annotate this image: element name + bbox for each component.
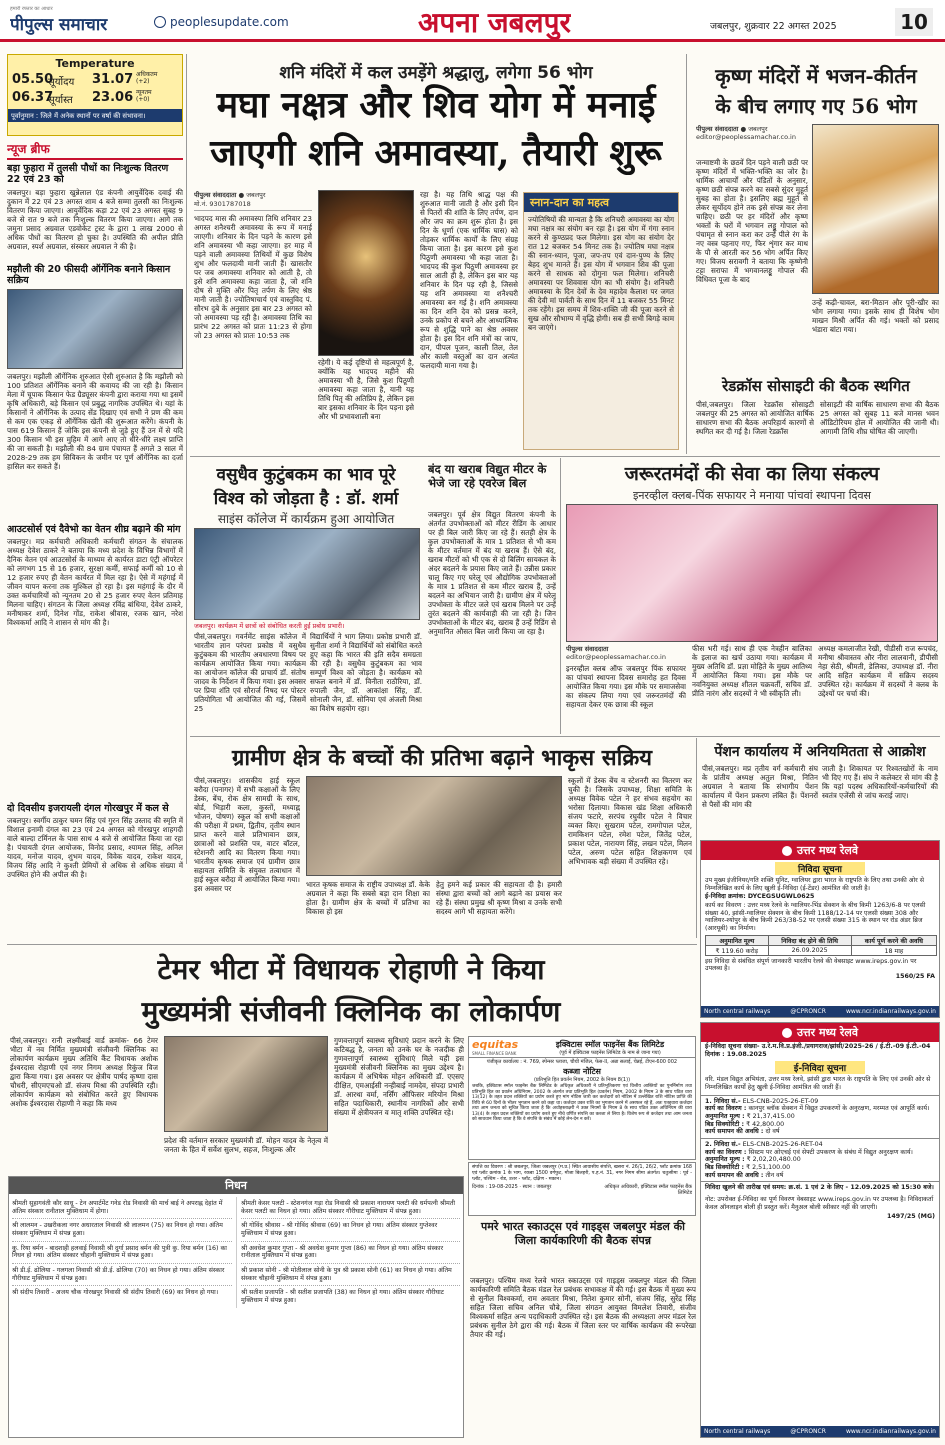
railway-2-social-bar	[701, 1426, 939, 1437]
obituary-6: श्रीमती केसर पलटी - स्टेशनगंज गड़ा रोड निवासी श्री प्रकाश नारायण पलटी की धर्मपत्नी श्रीमती केसर पलटी का निधन हो गया। अंतिम संस्कार गौरीघाट मुक्तिधाम में संपन्न हुआ।	[241, 1197, 460, 1219]
railway-1-footer: इस निविदा से संबंधित संपूर्ण जानकारी भारतीय रेलवे की वेबसाइट www.ireps.gov.in पर उपलब्ध है।	[705, 957, 917, 973]
shani-credit: पीपुल्स संवाददाता	[194, 191, 237, 199]
railway-2-banner-text: उत्तर मध्य रेलवे	[797, 1026, 858, 1039]
brief-title-2: मझौली की 20 फीसदी ऑर्गेनिक बनाने किसान सक्रिय	[7, 263, 171, 287]
sunset-label: सूर्यास्त	[48, 95, 73, 106]
obituary-5: श्री संदीप तिवारी - अजय चौक गोरखपुर निवासी श्री संदीप तिवारी (69) का निधन हो गया।	[12, 1289, 219, 1297]
brand-name: पीपुल्स समाचार	[10, 15, 108, 35]
redcross-headline: रेडक्रॉस सोसाइटी की बैठक स्थगित	[722, 377, 910, 395]
redcross-body-2: सोसाइटी की वार्षिक साधारण सभा की बैठक 25 अगस्त को सुबह 11 बजे मानस भवन ऑडिटोरियम होल में आयोजित की जानी थी। आगामी तिथि शीघ्र घोषित की जाएगी।	[820, 400, 939, 436]
railway-2-tender-1-work: कानपुर ब्लॉक सेक्शन में विद्युत उपकरणों के अनुरक्षण, मरम्मत एवं आपूर्ति कार्य।	[748, 1105, 930, 1113]
temar-clinic-photo	[164, 1036, 328, 1132]
nidhan-title: निधन	[9, 1177, 463, 1194]
equitas-place: स्थान : जबलपुर	[522, 1184, 552, 1191]
sunrise-label: सूर्योदय	[48, 77, 75, 88]
brief-title-3: आउटसोर्स एवं दैवेभो का वेतन शीघ्र बढ़ाने की मांग	[7, 523, 181, 535]
railway-2-handle: @CPRONCR	[790, 1428, 826, 1435]
gramin-caption: भारत कृषक समाज के राष्ट्रीय उपाध्यक्ष डॉ. केके अग्रवाल ने कहा कि सबसे बड़ा दान शिक्षा का होता है। ग्रामीण क्षेत्र के बच्चों में प्रतिभा का विकास हो इस	[306, 880, 430, 916]
railway-2-tender-2-no: ELS-CNB-2025-26-RET-04	[742, 1141, 823, 1149]
innerwheel-subhead: इनरव्हील क्लब-पिंक सफायर ने मनाया पांचवां स्थापना दिवस	[633, 489, 871, 502]
innerwheel-credit-box	[566, 644, 686, 661]
railway-1-social: North central railways	[704, 1008, 771, 1015]
brand-logo	[10, 6, 140, 36]
brand-tagline: हमारी रफ्तार का आधार	[10, 6, 53, 12]
shani-credit-city: जबलपुर	[246, 191, 266, 199]
vasudhaiva-subhead: साइंस कॉलेज में कार्यक्रम हुआ आयोजित	[217, 512, 395, 526]
krishna-temple-photo	[812, 124, 939, 294]
sunset-time: 06.37	[12, 90, 54, 105]
railway-1-intro: उप मुख्य इंजीनियर/गति शक्ति यूनिट, ग्वालियर द्वारा भारत के राष्ट्रपति के लिए तथा उनकी ओर से निम्नलिखित कार्य के लिए खुली ई-निविदा (ई-टेंडर) आमंत्रित की जाती है।	[705, 877, 924, 892]
vasudhaiva-headline-2: विश्व को जोड़ता है : डॉ. शर्मा	[213, 489, 399, 509]
shani-headline-1: मघा नक्षत्र और शिव योग में मनाई	[216, 84, 656, 126]
krishna-email: editor@peoplessamachar.co.in	[696, 133, 796, 141]
max-label: अधिकतम	[136, 71, 158, 78]
railway-1-close: 26.09.2025	[768, 945, 851, 955]
railway-2-notice: ई-निविदा सूचना	[775, 1061, 865, 1074]
brief-title-4: दो दिवसीय इजरायली दंगल गोरखपुर में कल से	[7, 802, 169, 814]
railway-1-notice: निविदा सूचना	[775, 862, 865, 875]
brief-body-4: जबलपुर। स्वर्गीय ठाकुर चमन सिंह एवं गुरन सिंह उस्ताद की स्मृति में विशाल इनामी दंगल का 23 एवं 24 अगस्त को गोरखपुर शाहगदी वाले बाल्दा टर्मिनल के पास साथ 4 बजे से आयोजित किया जा रहा है। पंचायती दंगल आयोजक, विनोद प्रसाद, श्यामल सिंह, अनिल यादव, मनोज यादव, शुभम यादव, विवेक यादव, राकेश यादव, विजय सिंह आदि ने कुश्ती प्रेमियों से अधिक से अधिक संख्या में उपस्थित होने की अपील की है।	[7, 816, 183, 880]
railway-2-social: North central railways	[704, 1428, 771, 1435]
min-delta: (+0)	[136, 95, 150, 103]
pension-body-1: पीसं,जबलपुर। मप्र तृतीय वर्ग कर्मचारी संघ के प्रांतीय अध्यक्ष अतुल मिश्रा, नितिन अग्रवाल ने बताया कि संभागीय पेंशन कार्यालय में पेंशन प्रकरण लंबित हैं। पेंशनरों से पैसों की मांग की	[702, 764, 818, 809]
railway-2-tender-1-emd: ₹ 42,800.00	[746, 1120, 785, 1128]
globe-icon	[154, 16, 166, 28]
equitas-address: पंजीकृत कार्यालय : नं. 769, स्पेन्सर प्लाजा, चौथी मंजिल, फेस-II, अन्ना सलाई, चेन्नई, टीएन-600 002	[486, 1059, 678, 1065]
shani-col-1-text: भादपद मास की अमावस्या तिथि शनिवार 23 अगस्त शनैश्चरी अमावस्या के रूप में मनाई जाएगी। शनिवार के दिन पड़ने के कारण इसे शनि अमावस्या भी कहा जाएगा। हर माह में पड़ने वाली अमावस्या तिथियों में कुछ विशेष शुभ और फलदायी मानी जाती हैं। खासतौर पर जब अमावस्या शनिवार को आती है, तो इसे शनि अमावस्या कहा जाता है, जो शनि दोष से मुक्ति और पितृ तर्पण के लिए श्रेष्ठ मानी जाती है। ज्योतिषाचार्य एवं वास्तुविद पं. सौरभ दुबे के अनुसार इस बार 23 अगस्त को जो अमावस्या पड़ रही है। अमावस्या तिथि का प्रारंभ 22 अगस्त को प्रातः 11:23 से होगा जो 23 अगस्त को प्रातः 10:53 तक	[194, 214, 312, 340]
equitas-subtitle: (पूर्व में इक्विटास फाइनेंस लिमिटेड के नाम से जाना गया)	[559, 1049, 661, 1056]
meter-body: जबलपुर। पूर्व क्षेत्र विद्युत वितरण कंपनी के अंतर्गत उपभोक्ताओं को मीटर रीडिंग के आधार पर ही बिल जारी किए जा रहे हैं। सतही क्षेत्र के कुल उपभोक्ताओं के मात्र 1 प्रतिशत से भी कम के मीटर वर्तमान में बंद या खराब हैं। ऐसे बंद, खराब मीटरों को भी एक से दो बिलिंग सायकल के अंदर बदलने के प्रयास किए जाते हैं। उन्नीस प्रकार चालू किए गए घरेलू एवं औद्योगिक उपभोक्ताओं के मात्र 1 प्रतिशत से कम मीटर खराब हैं, उन्हें बदलने का अभियान जारी है। ग्रामीण क्षेत्र में घरेलू उपभोक्ता के मीटर जले एवं खराब मिलने पर उन्हें तुरंत बदलने की कार्यवाही की जा रही है। जिन उपभोक्ताओं के मीटर बंद, खराब हैं उन्हें रिडिंग से अनुमानित औसत बिल जारी किया जा रहा है।	[428, 510, 556, 636]
innerwheel-email: editor@peoplessamachar.co.in	[566, 653, 666, 661]
railway-2-closing: निविदा खुलने की तारीख एवं समय: क्र.सं. 1 एवं 2 के लिए - 12.09.2025 को 15:30 बजे।	[701, 1181, 939, 1194]
shani-col-3: रहा है। यह तिथि श्राद्ध पक्ष की शुरुआत मानी जाती है और इसी दिन से पितरों की शांति के लिए तर्पण, दान और जप का क्रम शुरू होता है। इस दिन के धूर्णा (एक धार्मिक घास) को तोड़कर धार्मिक कार्यों के लिए संग्रह किया जाता है। इस कारण इसे कुश पिठूणी अमावस्या भी कहा जाता है। भादपद की कुश पिठूणी अमावस्या हर साल आती ही है, लेकिन इस बार यह शनिवार के दिन पड़ रही है, जिससे यह शनि अमावस्या या शनैश्चरी अमावस्या बन गई है। शनि अमावस्या का दिन शनि देव को प्रसन्न करने, उनके प्रकोप से बचने और आध्यात्मिक रूप से शुद्धि पाने का श्रेष्ठ अवसर होता है। इस दिन शनि मंत्रों का जाप, दान, पीपल पूजन, काली तिल, तेल और काली वस्तुओं का दान अत्यंत फलदायी माना गया है।	[420, 190, 518, 370]
railway-2-site: www.ncr.indianrailways.gov.in	[845, 1428, 936, 1435]
snan-daan-text: ज्योतिषियों की मान्यता है कि शनिचरी अमावस्या का योग मघा नक्षत्र का संयोग बन रहा है। इस योग में गंगा स्नान करने से कुण्ठप्रद फल मिलेगा। इस योग का संयोग देर रात 12 बजकर 54 मिनट तक है। ज्योतिष मघा नक्षत्र की स्नान-ध्यान, पूजा, जप-तप एवं दान-पुण्य के लिए बेहद शुभ मानते हैं। इस योग में भगवान शिव की पूजा करने से साधक को दोगुना फल मिलेगा। शनिचरी अमावस्या पर शिववास योग का भी संयोग है। शनिचरी अमावस्या के दिन देवों के देव महादेव कैलाश पर जगत की देवी मां पार्वती के साथ दिन में 11 बजकर 55 मिनट तक रहेंगे। इस समय में शिव-शक्ति जी की पूजा करने से सुख और सौभाग्य में वृद्धि होगी। सब ही सभी बिगड़े काम बन जाएंगे।	[528, 215, 674, 332]
railway-1-code: 1560/25 FA	[895, 973, 935, 981]
organic-farmers-photo	[7, 289, 183, 369]
redcross-body-1: पीसं,जबलपुर। जिला रेडक्रॉस सोसाइटी जबलपुर की 25 अगस्त को आयोजित वार्षिक साधारण सभा की बैठक अपरिहार्य कारणों से स्थगित कर दी गई है। जिला रेडक्रॉस	[696, 400, 814, 436]
sunrise-time: 05.50	[12, 72, 54, 87]
gramin-body-2: हेतु हमने कई प्रकार की सहायता दी है। हमारी संस्था द्वारा बच्चों को आगे बढ़ाने का प्रयास कर रहे हैं। संस्था प्रमुख श्री कृष्ण मिश्रा व उनके सभी सदस्य आगे भी सहायता करेंगे।	[436, 880, 562, 916]
railway-1-handle: @CPRONCR	[790, 1008, 826, 1015]
obituary-7: श्री गोविंद श्रीवास - श्री गोविंद श्रीवास (69) का निधन हो गया। अंतिम संस्कार गुप्तेश्वर मुक्तिधाम में संपन्न हुआ।	[241, 1219, 460, 1241]
krishna-headline-1: कृष्ण मंदिरों में भजन-कीर्तन	[715, 64, 917, 88]
meter-headline: बंद या खराब विद्युत मीटर के भेजे जा रहे एवरेज बिल	[428, 462, 547, 491]
railway-2-tender-1-period: दो वर्ष	[765, 1128, 780, 1136]
krishna-credit-box: पीपुल्स संवाददाता ● जबलपुर editor@peoplessamachar.co.in	[696, 124, 808, 154]
brief-body-3: जबलपुर। मप्र कर्मचारी अधिकारी कर्मचारी संगठन के संचालक अध्यक्ष देवेश ठाकरे ने बताया कि मध्य प्रदेश के विभिन्न विभागों में दैनिक वेतन एवं आउटसोर्स के माध्यम से कार्यरत डाटा एंट्री ऑपरेटर को लगभग 15 से 16 हजार, सुरक्षा कर्मी, सफाई कर्मी को 10 से 12 हजार रुपए ही वेतन कार्यरत में मिल रहा है। ऐसे में महंगाई में जीवन यापन करना तक मुश्किल हो रहा है। इस महंगाई के दौर में उक्त कर्मचारियों को न्यूनतम 20 से 25 हजार रुपए वेतन प्रतिमाह मिलना चाहिए। संगठन के जिला अध्यक्ष रविंद्र बांधिया, देवेश ठाकरे, मनीषाकर शर्मा, दिनेश गोंड, राकेश श्रीवास, रजक खान, नरेश विश्वकर्मा आदि ने शासन से मांग की है।	[7, 536, 183, 627]
railway-tender-ad-2	[700, 1022, 940, 1438]
temar-body-2: प्रदेश की वर्तमान सरकार मुख्यमंत्री डॉ. मोहन यादव के नेतृत्व में जनता के हित में सर्वेश सुलभ, सहज, निःशुल्क और	[164, 1136, 328, 1154]
railway-2-tender-1: 1. निविदा सं.- ELS-CNB-2025-26-ET-09 कार्य का विवरण : कानपुर ब्लॉक सेक्शन में विद्युत उपकरणों के अनुरक्षण, मरम्मत एवं आपूर्ति कार्य। अनुमानित मूल्य : ₹ 21,37,415.00 बिड सिक्योरिटी : ₹ 42,800.00 कार्य समापन की अवधि : दो वर्ष	[701, 1095, 939, 1138]
obituary-8: श्री अवधेश कुमार गुप्ता - श्री अवधेश कुमार गुप्ता (86) का निधन हो गया। अंतिम संस्कार रानीताल मुक्तिधाम में संपन्न हुआ।	[241, 1242, 460, 1264]
railway-2-tender-1-no: ELS-CNB-2025-26-ET-09	[742, 1097, 819, 1105]
brief-body-1: जबलपुर। बड़ा फुहारा खुन्नेलाल एंड कंपनी आयुर्वेदिक दवाई की दुकान में 22 एवं 23 अगस्त शाम 4 बजे सम्मा तुलसी का निःशुल्क वितरण किया जाएगा। आयुर्वेदिक कड़ा 22 एवं 23 अगस्त सुबह 9 बजे से रात 9 बजे तक निःशुल्क वितरण किया जाएगा। आगे तक जमुना प्रसाद अग्रवाल एडवोकेट ट्रस्ट के द्वारा 1 लाख 2000 से अधिक पौधों का वितरण हो चुका है। उपस्थिति की अपील प्रीति अग्रवाल, स्पर्श अग्रवाल, संस्कार अग्रवाल ने की है।	[7, 187, 183, 251]
railway-1-table	[705, 935, 937, 956]
vasudhaiva-body-1: पीसं,जबलपुर। गवर्नमेंट साइंस कॉलेज में भारतीय ज्ञान परंपरा प्रकोष्ठ में वसुधैव कुटुंबकम की भारतीय अवधारणा विषय पर कार्यक्रम आयोजित किया गया। कार्यक्रम का आयोजन कॉलेज की प्राचार्य डॉ. संतोष जादव के निर्देशन में किया गया। इस अवसर पर प्रिया शंति एवं सौरार्ज निषद पर पोस्टर प्रतियोगिता भी आयोजित की गई, जिसमें 25	[194, 632, 306, 713]
gramin-students-photo	[306, 776, 562, 876]
scouts-body: जबलपुर। पश्चिम मध्य रेलवे भारत स्काउट्स एवं गाइड्स जबलपुर मंडल की जिला कार्यकारिणी समिति बैठक मंडल रेल प्रबंधक सभाकक्ष में की गई। इस बैठक में मुख्य रूप से सुनील विश्वकर्मा, राम अवतार मिश्रा, नितेश कुमार सोनी, संजय सिंह, सुरेंद्र सिंह सहित जिला सचिव अनिल चौबे, जिला संगठन आयुक्त विमलेश तिवारी, संजीव विश्वकर्मा सहित अन्य पदाधिकारी उपस्थित रहे। इस बैठक की अध्यक्षता अपर मंडल रेल प्रबंधक सुनील ठेगे द्वारा की गई। बैठक में जिला स्तर पर वार्षिक कार्यक्रम की रूपरेखा तैयार की गई।	[470, 1276, 696, 1339]
brief-title-1: बड़ा फुहारा में तुलसी पौधों का निःशुल्क वितरण 22 एवं 23 को	[7, 163, 169, 186]
railway-1-header-close: निविदा बंद होने की तिथि	[768, 935, 851, 945]
temar-body-1: पीसं,जबलपुर। रानी लक्ष्मीबाई वार्ड क्रमांक- 66 टेमर भीटा में नव निर्मित मुख्यमंत्री संजीवनी क्लिनिक का लोकार्पण कार्यक्रम मुख्य अतिथि कैंट विधायक अशोक ईश्वरदास रोहाणी एवं नगर निगम अध्यक्ष रिकुंज विज द्वारा किया गया। इस अवसर पर क्षेत्रीय पार्षद कृष्णा दास चौधरी, सीएमएचओ डॉ. संजय मिश्रा की उपस्थिति रही। लोकार्पण कार्यक्रम को संबोधित करते हुए विधायक अशोक ईश्वरदास रोहाणी ने कहा कि मध्य	[10, 1036, 158, 1108]
news-brief-column	[7, 140, 183, 980]
equitas-logo-text: equitas	[472, 1038, 519, 1051]
section-title: अपना जबलपुर	[418, 6, 571, 39]
innerwheel-group-photo	[566, 504, 938, 642]
nidhan-box	[8, 1176, 464, 1438]
railway-2-logo-icon	[782, 1028, 792, 1038]
railway-2-code: 1497/25 (MG)	[887, 1213, 935, 1221]
innerwheel-body-3: अध्यक्ष कमलाजीत रेखी, पीडीसी राज रूपचंद, मनीषा श्रीवास्तव और नीरा लालवानी, डीपीसी नेहा सेठी, श्रीमती, डेलिका, उपाध्यक्ष डॉ. नीरा आदि सहित कार्यक्रम में सक्रिय सदस्य उपस्थित रहे। कार्यक्रम में सदस्यों ने क्लब के उद्देश्यों पर चर्चा की।	[818, 644, 938, 698]
obituary-1: श्रीमती सुहागवंती कौर साधू - टेन अपार्टमेंट गनेड रोड निवासी की मार्च बाई ने अपराह्न देहांत में अंतिम संस्कार रानीताल मुक्तिधाम में होगा।	[12, 1197, 232, 1219]
equitas-property: संपत्ति का विवरण : श्री जबलपुर, जिला जबलपुर (म.प्र.) स्थित आवासीय संपत्ति, खसरा नं. 26/1, 26/2, प्लॉट क्रमांक 168 एवं प्लॉट क्रमांक 1 के भाग, रकबा 1500 वर्गफुट, मौजा बिलहरी, प.ह.नं. 31, नगर निगम सीमा अंतर्गत। चतुःसीमा : पूर्व - प्लॉट, पश्चिम - रोड, उत्तर - प्लॉट, दक्षिण - मकान।	[472, 1165, 692, 1182]
page-number: 10	[895, 8, 933, 36]
website-link[interactable]: peoplesupdate.com	[170, 15, 289, 29]
railway-tender-ad-1	[700, 840, 940, 1018]
obituary-4: श्री डी.ई. ढोलिया - गलगला निवासी श्री डी.ई. ढोलिया (70) का निधन हो गया। अंतिम संस्कार गौरीघाट मुक्तिधाम में संपन्न हुआ।	[12, 1264, 232, 1286]
railway-1-header-cost: अनुमानित मूल्य	[706, 935, 769, 945]
krishna-credit-city: जबलपुर	[748, 125, 768, 133]
obituary-3: कु. रिया बर्मन - बादशाही हलवाई निवासी श्री दुर्गा प्रसाद बर्मन की पुत्री कु. रिया बर्मन (16) का निधन हो गया। अंतिम संस्कार चौहानी मुक्तिधाम में संपन्न हुआ।	[12, 1242, 232, 1264]
innerwheel-credit: पीपुल्स संवाददाता	[566, 645, 609, 653]
railway-2-ref: ई-निविदा सूचना संख्या- उ.रे.म.वि.प्र.इंजी./प्रयागराज/झांसी/2025-26 / ई.टी.-09 ई.टी.-04 दिनांक : 19.08.2025	[705, 1043, 931, 1058]
railway-2-banner	[701, 1023, 939, 1042]
railway-2-tender-2: 2. निविदा सं.- ELS-CNB-2025-26-RET-04 कार्य का विवरण : सिस्टम पर ओएचई एवं सेफ्टी उपकरण के संबंध में विद्युत अनुरक्षण कार्य। अनुमानित मूल्य : ₹ 2,02,20,480.00 बिड सिक्योरिटी : ₹ 2,51,100.00 कार्य समापन की अवधि : तीन वर्ष	[701, 1138, 939, 1181]
shani-idol-photo	[318, 190, 414, 356]
railway-1-work: कार्य का विवरण : उत्तर मध्य रेलवे के ग्वालियर-भिंड सेक्शन के बीच किमी 1263/6-8 पर एलसी संख्या 40, झांसी-ग्वालियर सेक्शन के बीच किमी 1188/12-14 पर एलसी संख्या 308 और ग्वालियर-श्योपुर के बीच किमी 263/38-52 पर एलसी संख्या 315 के स्थान पर रोड अंडर ब्रिज (आरयूबी) का निर्माण।	[705, 902, 926, 933]
min-label: न्यूनतम	[136, 89, 152, 96]
innerwheel-headline: जरूरतमंदों की सेवा का लिया संकल्प	[624, 463, 880, 485]
railway-1-site: www.ncr.indianrailways.gov.in	[845, 1008, 936, 1015]
railway-1-social-bar	[701, 1006, 939, 1017]
shani-kicker: शनि मंदिरों में कल उमड़ेंगे श्रद्धालु, लगेगा 56 भोग	[279, 63, 593, 83]
obituary-10: श्री सतीश प्रजापति - श्री सतीश प्रजापति (38) का निधन हो गया। अंतिम संस्कार गौरीघाट मुक्तिधाम में संपन्न हुआ।	[241, 1289, 444, 1305]
gramin-body-3: स्कूलों में डेस्क बेंच व स्टेशनरी का वितरण कर चुकी है। जिसके उपाध्यक्ष, शिक्षा समिति के अध्यक्ष विवेक पटेल ने हर संभव सहयोग का भरोसा दिलाया। विकास खंड शिक्षा अधिकारी संजय फटारे, सरपंच रघुवीर पटेल ने विचार व्यक्त किए। सुखराम पटेल, रामगोपाल पटेल, रामकिशन पटेल, रमेश पटेल, जितेंद्र पटेल, प्रकाश पटेल, नारायण सिंह, लखन पटेल, मिलन पटेल, अरुण पटेल सहित शिक्षकगण एवं अभिभावक बड़ी संख्या में उपस्थित रहे।	[568, 776, 692, 866]
brief-body-2: जबलपुर। मझौली ऑर्गेनिक शुरुआत ऐसी शुरुआत है कि मझौली को 100 प्रतिशत ऑर्गेनिक बनाने की कवायद की जा रही है। किसान मेला में चूपाक किसान फेड ग्रैड्यूसर कंपनी द्वारा कराया गया था इसमें कृषि अधिकारी, बड़े किसान एवं प्रबुद्ध नागरिक उपस्थित थे। यहां के किसानों ने ऑर्गेनिक के उत्पाद सेंड दिखाए एवं सभी ने प्रण की कम से कम एक एकड़ से ऑर्गेनिक खेती की शुरूआत करेंगे। कंपनी के पास 619 किसान हैं जोकि इस कंपनी से जुड़े हुए हैं उन में से यदि 300 किसान भी इस मुहिम में आगे आए तो धीरे-धीरे लक्ष्य प्राप्ति की जा सकती है। मझौली की 84 ग्राम पंचायत हैं अगले 3 साल में 2028-29 तक हम सिविकन के जमीन पर पूर्ण ऑर्गेनिक का दर्जा हासिल कर सकते हैं।	[7, 371, 183, 471]
weather-forecast: पूर्वानुमान : जिले में अनेक स्थानों पर वर्षा की संभावना।	[8, 109, 182, 122]
krishna-caption: उन्हें कढ़ी-चावल, बरा-मिठान और पूरी-खीर का भोग लगाया गया। इसके साथ ही विशेष भोग माखन मिश्री अर्पित की गई। भक्तों को प्रसाद भंडारा बांटा गया।	[812, 298, 939, 334]
equitas-logo	[472, 1038, 528, 1056]
railway-2-tender-2-period: तीन वर्ष	[765, 1171, 784, 1179]
weather-title: Temperature	[55, 57, 135, 70]
shani-col-1: पीपुल्स संवाददाता ● जबलपुर मो.नं. 9301787018 भादपद मास की अमावस्या तिथि शनिवार 23 अगस्त शनैश्चरी अमावस्या के रूप में मनाई जाएगी। शनिवार के दिन पड़ने के कारण इसे शनि अमावस्या भी कहा जाएगा। हर माह में पड़ने वाली अमावस्या तिथियों में कुछ विशेष शुभ और फलदायी मानी जाती हैं। खासतौर पर जब अमावस्या शनिवार को आती है, तो इसे शनि अमावस्या कहा जाता है, जो शनि दोष से मुक्ति और पितृ तर्पण के लिए श्रेष्ठ मानी जाती है। ज्योतिषाचार्य एवं वास्तुविद पं. सौरभ दुबे के अनुसार इस बार 23 अगस्त को जो अमावस्या पड़ रही है। अमावस्या तिथि का प्रारंभ 22 अगस्त को प्रातः 11:23 से होगा जो 23 अगस्त को प्रातः 10:53 तक	[194, 191, 312, 340]
max-temp: 31.07	[92, 72, 134, 87]
railway-1-banner-text: उत्तर मध्य रेलवे	[797, 844, 858, 857]
equitas-notice-sub: (प्रतिभूति हित प्रवर्तन नियम, 2002 के नियम 8(1))	[533, 1077, 631, 1083]
news-brief-label: न्यूज ब्रीफ	[7, 140, 183, 160]
obituary-2: श्री लालमन - उखरीकला नगर अधारताल निवासी श्री लालमन (75) का निधन हो गया। अंतिम संस्कार मुक्तिधाम में संपन्न हुआ।	[12, 1219, 232, 1241]
railway-2-note: नोट: उपरोक्त ई-निविदा का पूर्ण विवरण वेबसाइट www.ireps.gov.in पर उपलब्ध है। निविदाकर्ता केवल ऑनलाइन बोली ही प्रस्तुत करें। मैनुअल बोली स्वीकार नहीं की जाएगी।	[705, 1196, 934, 1211]
railway-2-tender-1-cost: ₹ 21,37,415.00	[746, 1113, 795, 1121]
railway-2-tender-2-cost: ₹ 2,02,20,480.00	[746, 1156, 801, 1164]
innerwheel-body-2: फीस भरी गई। साथ ही एक नेत्रहीन बालिका के इलाज का खर्च उठाया गया। कार्यक्रम में मुख्य अतिथि डॉ. प्रज्ञा मोहिते के मुख्य आतिथ्य में आयोजित किया गया। इस मौके पर नवनियुक्त अध्यक्ष शीतल चक्रवर्ती, सचिव डॉ. प्रीति नारंग और सदस्यों ने भी स्वीकृति ली।	[692, 644, 812, 698]
masthead	[0, 0, 945, 42]
krishna-body: जन्माष्टमी के छठवें दिन पड़ने वाली छठी पर कृष्ण मंदिरों में भक्ति-भक्ति का जोर है। धार्मिक आचार्यों और पंडितों के अनुसार, कृष्ण छठी संपन्न करने का सबसे सुंदर मुहूर्त सुबह का होता है। इसलिए ब्रह्म मुहूर्त से लेकर सूर्योदय होने तक इसे संपन्न कर लेना चाहिए। छठी पर हर मंदिरों और कृष्ण भक्तों के घरों में भगवान लड्डू गोपाल को पंचामृत से स्नान करा कर उन्हें पीले रंग के नए वस्त्र पहनाए गए, फिर शृंगार कर माथ के पौ से आरती कर 56 भोग अर्पित किए गए। विजय सरावगी ने बताया कि कृष्णेनी टट्टा सराफा में भगवानलड्डू गोपाल की विधिवत पूजा के बाद	[696, 158, 808, 284]
science-college-photo	[194, 528, 420, 620]
shani-headline-2: जाएगी शनि अमावस्या, तैयारी शुरू	[210, 132, 662, 174]
equitas-notice-ad	[468, 1036, 696, 1160]
obituary-9: श्री प्रकाश सोनी - श्री मोतीलाल सोनी के पुत्र श्री प्रकाश सोनी (61) का निधन हो गया। अंतिम संस्कार चौहानी मुक्तिधाम में संपन्न हुआ।	[241, 1264, 460, 1286]
equitas-title: इक्विटास स्मॉल फाइनेंस बैंक लिमिटेड	[555, 1039, 665, 1049]
gramin-body-1: पीसं,जबलपुर। शासकीय हाई स्कूल बरौदा (पनागर) में सभी कक्षाओं के लिए डेस्क, बेंच, रोक क्षेत्र सामग्री के साथ, बोर्ड, भिड़ारी कला, कुस्तों, मध्याह्न भोजन, पोषण) स्कूल को सभी कक्षाओं की परीक्षा में प्रथम, द्वितीय, तृतीय स्थान प्राप्त करने वाले प्रतिभावान छात्र, छात्राओं को प्रशस्ति पत्र, वाटर बॉटल, स्टेशनरी आदि का वितरण किया गया। भारतीय कृषक समाज एवं ग्रामीण छात्र सहायता समिति के संयुक्त तत्वाधान में हाई स्कूल बरौदा में आयोजित किया गया। इस अवसर पर	[194, 776, 300, 893]
railway-1-cost: ₹ 119.60 करोड़	[706, 945, 769, 955]
gramin-headline: ग्रामीण क्षेत्र के बच्चों की प्रतिभा बढ़ाने भाकृस सक्रिय	[231, 745, 652, 771]
equitas-date: दिनांक : 19-08-2025	[472, 1184, 518, 1191]
vasudhaiva-body-2: विद्यार्थियों ने भाग लिया। प्रकोष्ठ प्रभारी डॉ. सुनीता शर्मा ने विद्यार्थियों को संबोधित करते हुए कहा कि भारत की इति सदैव समग्रता की रही है। वसुधैव कुटुंबकम का भाव सम्पूर्ण विश्व को जोड़ता है। कार्यक्रम को सफल बनाने में डॉ. विनीता राठौरिया, डॉ. रुपाली जैन, डॉ. आकांक्षा सिंह, डॉ. सोनाली जैन, डॉ. सोनिया एवं अंजली मिश्रा का विशेष सहयोग रहा।	[310, 632, 422, 713]
railway-2-tender-2-emd: ₹ 2,51,100.00	[746, 1164, 791, 1172]
vasudhaiva-caption: जबलपुर। कार्यक्रम में छात्रों को संबोधित करती हुईं प्रबोध प्रभारी।	[194, 622, 345, 630]
railway-logo-icon	[782, 846, 792, 856]
pension-headline: पेंशन कार्यालय में अनियमितता से आक्रोश	[714, 744, 926, 760]
equitas-property-box: संपत्ति का विवरण : श्री जबलपुर, जिला जबलपुर (म.प्र.) स्थित आवासीय संपत्ति, खसरा नं. 26/1, 26/2, प्लॉट क्रमांक 168 एवं प्लॉट क्रमांक 1 के भाग, रकबा 1500 वर्गफुट, मौजा बिलहरी, प.ह.नं. 31, नगर निगम सीमा अंतर्गत। चतुःसीमा : पूर्व - प्लॉट, पश्चिम - रोड, उत्तर - प्लॉट, दक्षिण - मकान। दिनांक : 19-08-2025 · स्थान : जबलपुर अधिकृत अधिकारी, इक्विटास स्मॉल फाइनेंस बैंक लिमिटेड	[468, 1162, 696, 1216]
innerwheel-body-1: इनरव्हील क्लब ऑफ जबलपुर पिंक सफायर का पांचवां स्थापना दिवस समारोह हत दिवस आयोजित किया गया। इस मौके पर समाजसेवा का संकल्प लिया गया एवं जरूरतमंदों की सहायता देकर एक छात्रा की स्कूल	[566, 664, 686, 709]
issue-date: जबलपुर, शुक्रवार 22 अगस्त 2025	[710, 21, 837, 32]
min-temp: 23.06	[92, 90, 134, 105]
snan-daan-box	[523, 192, 679, 450]
shani-phone: मो.नं. 9301787018	[194, 199, 312, 211]
railway-2-intro: वरि. मंडल विद्युत अभियंता, उत्तर मध्य रेलवे, झांसी द्वारा भारत के राष्ट्रपति के लिए एवं उनकी ओर से निम्नलिखित कार्यों हेतु खुली ई-निविदा आमंत्रित की जाती हैं।	[705, 1076, 931, 1092]
equitas-logo-sub: SMALL FINANCE BANK	[472, 1051, 517, 1056]
weather-box	[7, 54, 183, 136]
krishna-headline-2: के बीच लगाए गए 56 भोग	[715, 94, 917, 118]
equitas-body: जबकि, इक्विटास स्मॉल फाइनेंस बैंक लिमिटेड के अधिकृत अधिकारी ने प्रतिभूतिकरण एवं वित्तीय आस्तियों का पुनर्निर्माण तथा प्रतिभूति हित का प्रवर्तन अधिनियम, 2002 के अंतर्गत तथा प्रतिभूति हित (प्रवर्तन) नियम, 2002 के नियम 3 के साथ पठित धारा 13(12) के तहत प्रदत्त शक्तियों का प्रयोग करते हुए मांग नोटिस जारी कर कर्जदारों को नोटिस में उल्लेखित राशि नोटिस प्राप्ति की तिथि से 60 दिनों के भीतर भुगतान करने को कहा था। कर्जदार उक्त राशि का भुगतान करने में असफल रहे हैं, अतः एतद्द्वारा कर्जदार तथा आम जनता को सूचित किया जाता है कि अधोहस्ताक्षरी ने उक्त नियमों के नियम 8 के साथ पठित उक्त अधिनियम की धारा 13(4) के तहत प्रदत्त शक्तियों का प्रयोग करते हुए नीचे वर्णित संपत्ति का कब्जा ले लिया है। विशेष रूप से कर्जदार तथा आम जनता को सावधान किया जाता है कि वे संपत्ति के संबंध में कोई लेन-देन न करें।	[472, 1084, 692, 1122]
railway-1-tender-no: ई-निविदा क्रमांक: DYCEGSUGWL0625	[705, 893, 815, 901]
temar-headline-2: मुख्यमंत्री संजीवनी क्लिनिक का लोकार्पण	[141, 995, 561, 1028]
temar-headline-1: टेमर भीटा में विधायक रोहाणी ने किया	[157, 953, 545, 986]
krishna-credit: पीपुल्स संवाददाता	[696, 125, 739, 133]
max-delta: (+2)	[136, 77, 150, 85]
railway-2-tender-2-work: सिस्टम पर ओएचई एवं सेफ्टी उपकरण के संबंध में विद्युत अनुरक्षण कार्य।	[748, 1148, 913, 1156]
scouts-headline: पमरे भारत स्काउट्स एवं गाइड्स जबलपुर मंडल की जिला कार्यकारिणी की बैठक संपन्न	[481, 1220, 685, 1247]
temar-body-3: गुणवत्तापूर्ण स्वास्थ्य सुविधाएं प्रदान करने के लिए कटिबद्ध है, जनता को उनके घर के नजदीक ही गुणवत्तापूर्ण स्वास्थ्य सुविधाएं मिले यही इस मुख्यमंत्री संजीवनी क्लिनिक का मुख्य उद्देश्य है। कार्यक्रम में अभिषेक मोहन अधिकारी डॉ. एएसए दीक्षित, एमआईसी नन्हीबाई नामदेव, संपदा प्रभारी डॉ. आरथा वर्मा, नर्सिंग ऑफिसर मरियोन मिश्रा सहित पदाधिकारी, स्थानीय नागरिकों और सभी संख्या में क्षेत्रीयजन व मातृ शक्ति उपस्थित रहे।	[334, 1036, 464, 1117]
snan-daan-title: स्नान-दान का महत्व	[524, 193, 678, 212]
pension-body-2: जाती है। शिकायत पर रिश्वतखोरों के नाम भी दिए गए हैं। संघ ने कलेक्टर से मांग की है कि यहां पदस्थ अधिकारियों-कर्मचारियों की स्वतंत्र एजेंसी से जांच कराई जाए।	[822, 764, 938, 800]
railway-1-banner	[701, 841, 939, 860]
railway-1-header-period: कार्य पूर्ण करने की अवधि	[851, 935, 936, 945]
equitas-signatory: अधिकृत अधिकारी, इक्विटास स्मॉल फाइनेंस बैंक लिमिटेड	[604, 1184, 692, 1197]
shani-caption: रहेगी। ये कई दृष्टियों से महत्वपूर्ण है, क्योंकि यह भादपद महीने की अमावस्या भी है, जिसे कुश पिठूणी अमावस्या कहा जाता है, यानी यह तिथि पितृ की अतिप्रिय है, लेकिन इस बार इसका शनिवार के दिन पड़ना इसे और भी प्रभावशाली बना	[318, 358, 414, 421]
railway-1-period: 18 माह	[851, 945, 936, 955]
vasudhaiva-headline-1: वसुधैव कुटुंबकम का भाव पूरे	[216, 465, 396, 485]
equitas-notice-title: कब्जा नोटिस	[563, 1067, 601, 1076]
